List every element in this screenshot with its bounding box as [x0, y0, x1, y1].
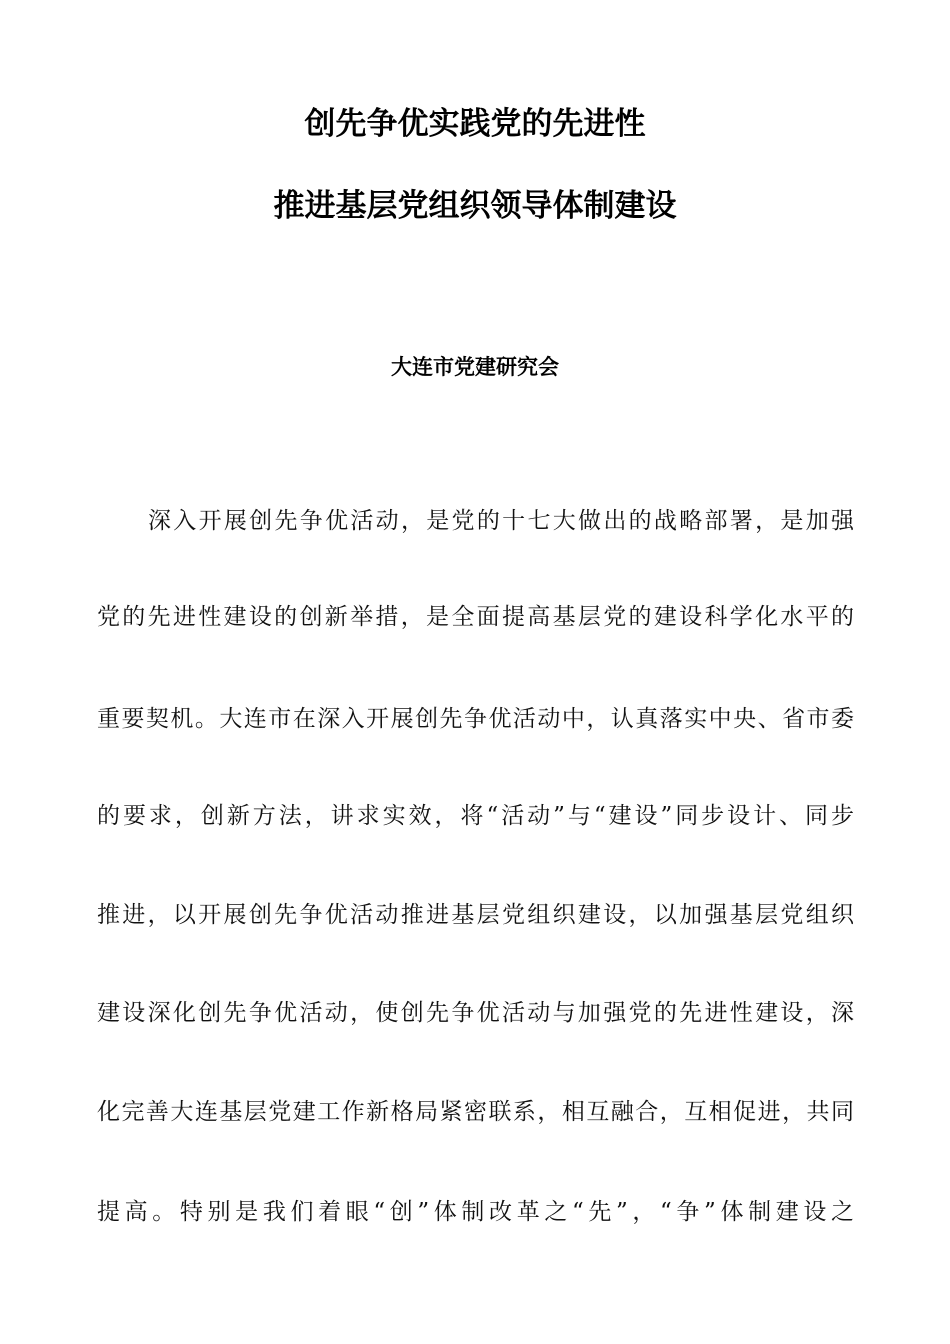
document-author: 大连市党建研究会 [391, 354, 559, 379]
paragraph-line: 建设深化创先争优活动，使创先争优活动与加强党的先进性建设，深 [97, 1000, 854, 1026]
document-title-line-1: 创先争优实践党的先进性 [304, 106, 646, 142]
paragraph-line: 提高。特别是我们着眼“创”体制改革之“先”，“争”体制建设之 [97, 1199, 854, 1225]
paragraph-line: 化完善大连基层党建工作新格局紧密联系，相互融合，互相促进，共同 [97, 1099, 854, 1125]
paragraph-line: 重要契机。大连市在深入开展创先争优活动中，认真落实中央、省市委 [97, 706, 854, 732]
paragraph-line: 深入开展创先争优活动，是党的十七大做出的战略部署，是加强 [148, 508, 854, 534]
paragraph-line: 的要求，创新方法，讲求实效，将“活动”与“建设”同步设计、同步 [97, 803, 854, 829]
paragraph-line: 推进，以开展创先争优活动推进基层党组织建设，以加强基层党组织 [97, 902, 854, 928]
paragraph-line: 党的先进性建设的创新举措，是全面提高基层党的建设科学化水平的 [97, 604, 854, 630]
document-title-line-2: 推进基层党组织领导体制建设 [273, 188, 677, 224]
